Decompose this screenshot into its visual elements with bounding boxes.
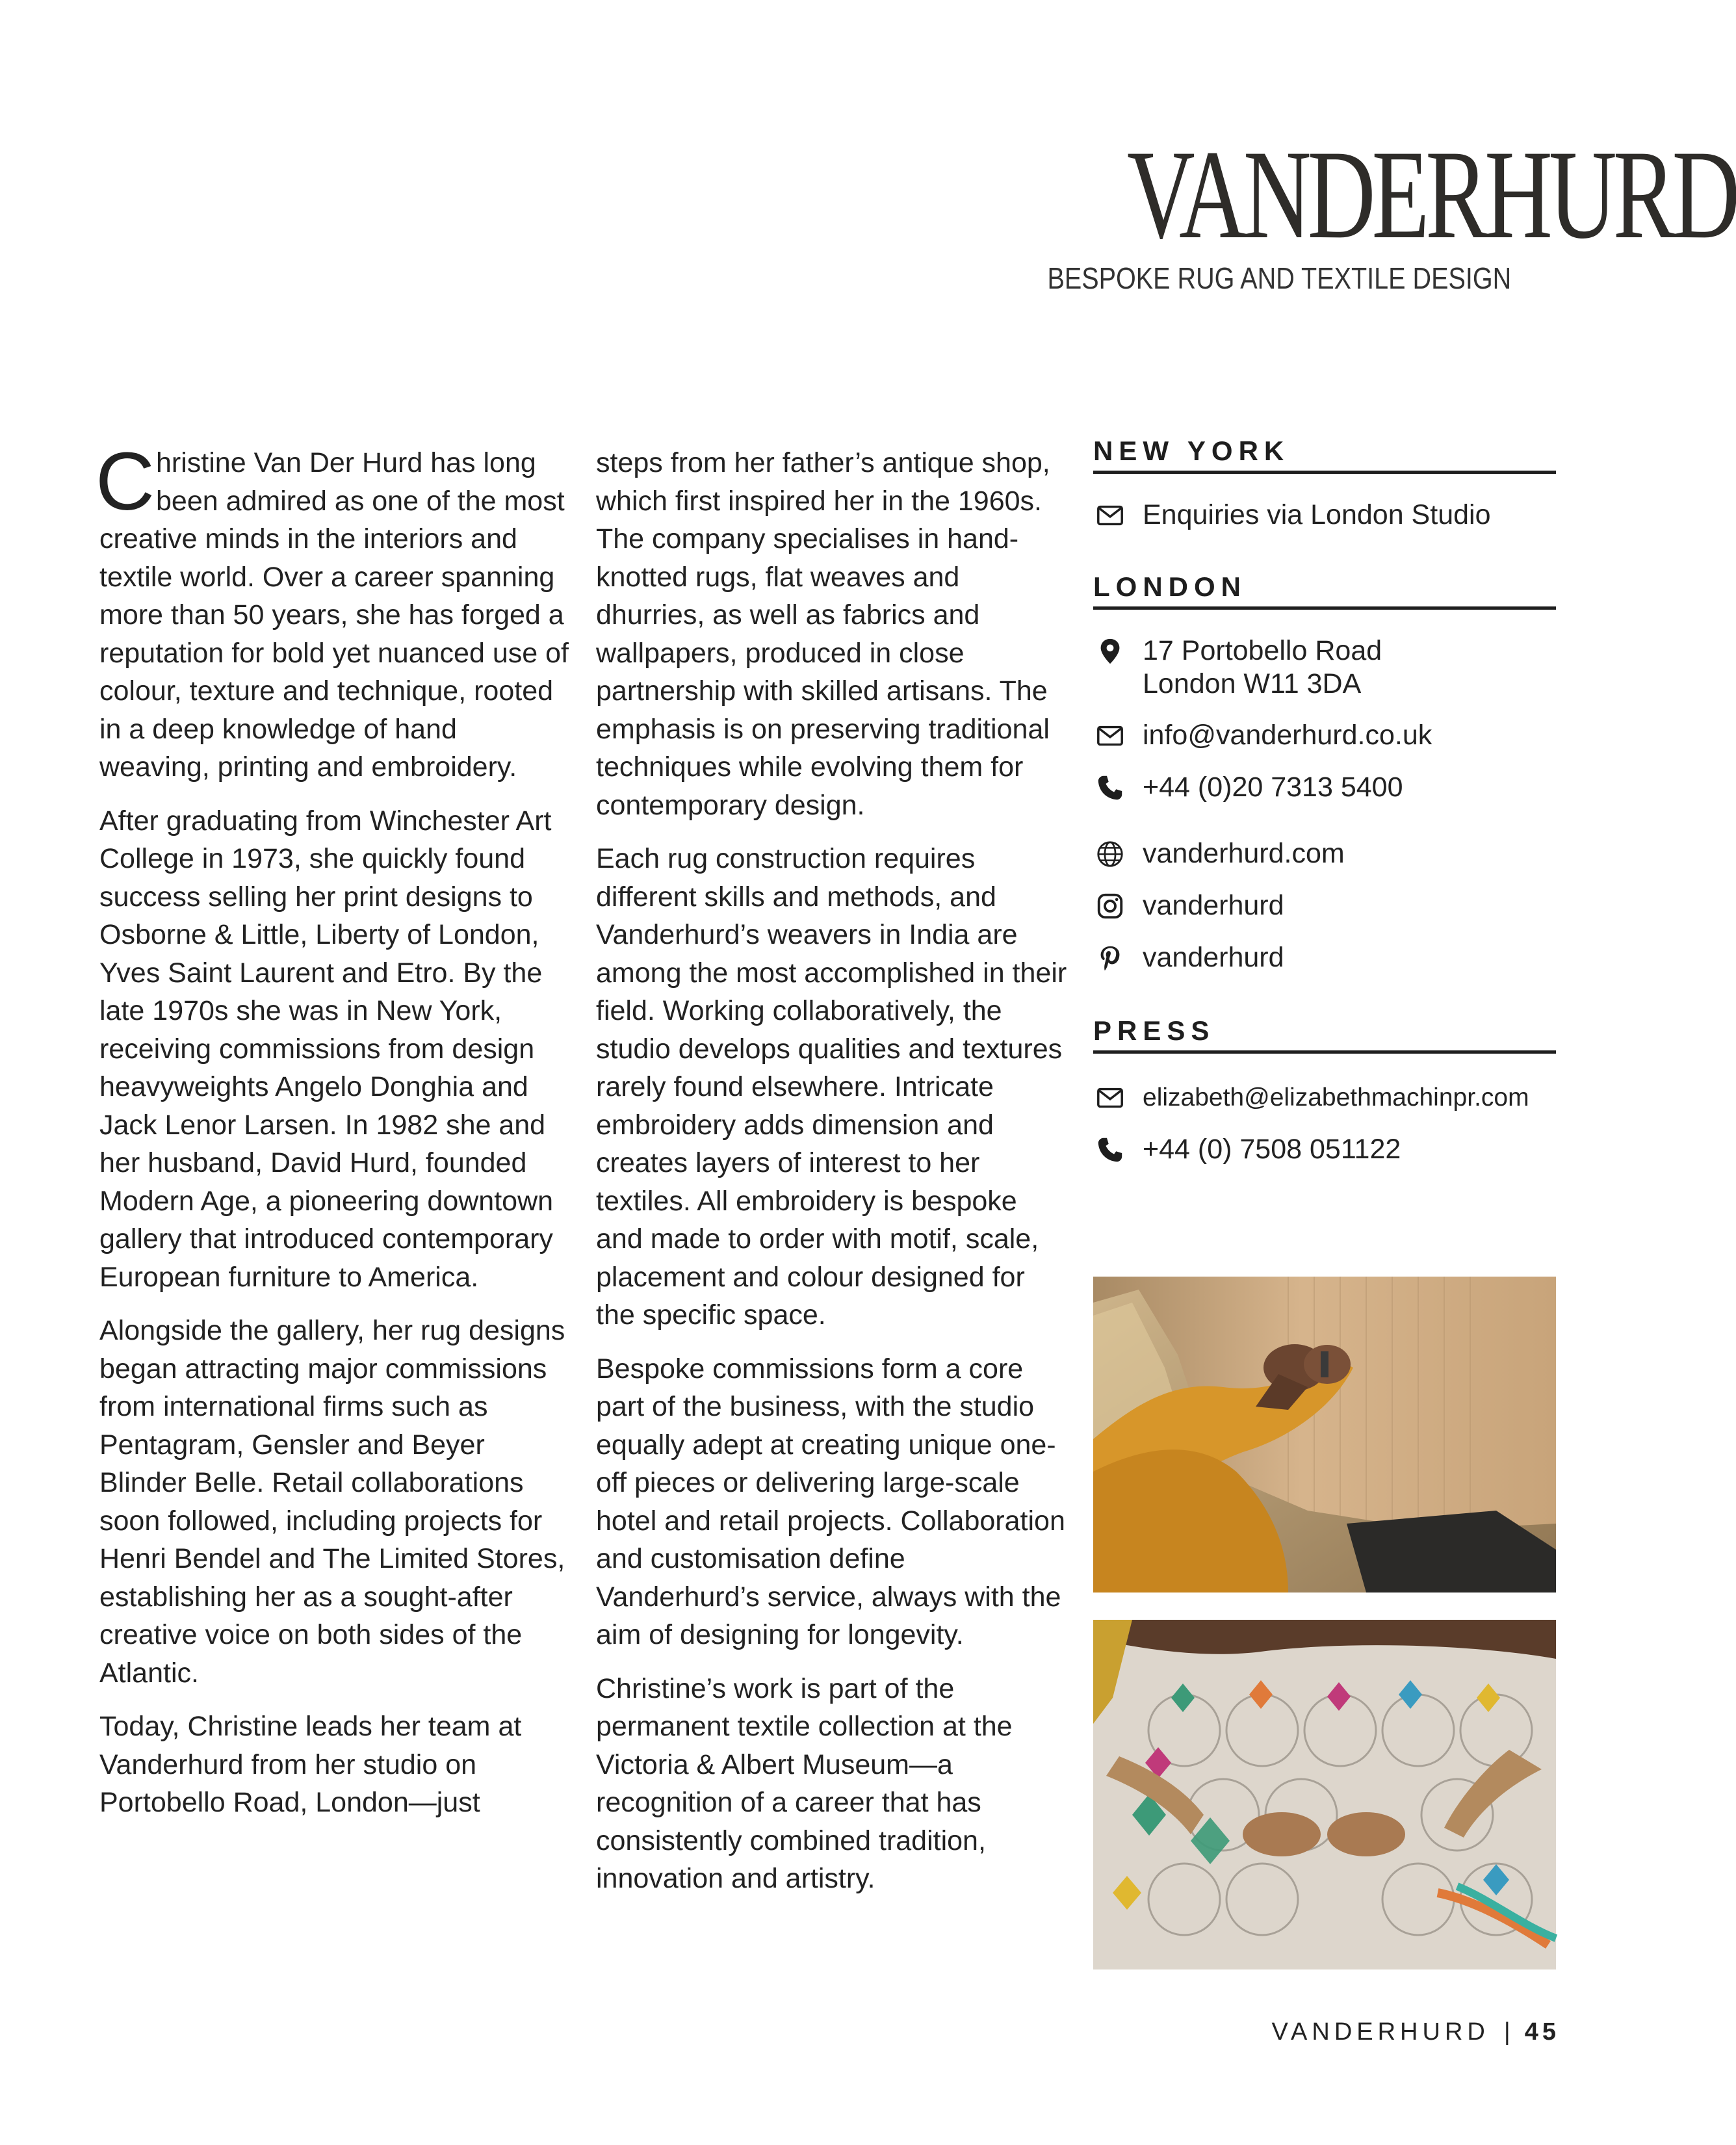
phone-icon [1093, 771, 1127, 805]
enquiries-text: Enquiries via London Studio [1143, 499, 1491, 530]
mail-icon [1093, 719, 1127, 753]
embroidery-photo [1093, 1620, 1556, 1970]
london-instagram[interactable] [1093, 889, 1556, 923]
article-paragraph [96, 436, 571, 786]
london-heading: LONDON [1093, 571, 1556, 610]
contact-sidebar [1093, 436, 1556, 1167]
pinterest-icon [1093, 941, 1127, 975]
press-email-link[interactable]: elizabeth@elizabethmachinpr.com [1143, 1084, 1529, 1112]
press-phone[interactable] [1093, 1133, 1556, 1167]
location-pin-icon [1093, 634, 1127, 668]
address-line-1: 17 Portobello Road [1143, 635, 1382, 666]
article-paragraph: Each rug construction requires different skills and methods, and Vanderhurd’s weavers in India are among the most accomplished in their field. Working collaboratively, the studio develops qualities and textures rarely found elsewhere. Intricate embroidery adds dimension and creates layers of interest to her textiles. All embroidery is bespoke and made to order with motif, scale, placement and colour designed for the specific space. [596, 843, 1067, 1331]
london-address [1093, 634, 1556, 701]
london-pinterest[interactable] [1093, 941, 1556, 975]
mail-icon [1093, 499, 1127, 532]
address-block [1143, 634, 1382, 701]
article-column-2 [596, 444, 1067, 1914]
phone-number[interactable]: +44 (0)20 7313 5400 [1143, 772, 1403, 803]
masthead [975, 124, 1736, 296]
mail-icon [1093, 1081, 1127, 1115]
london-website[interactable] [1093, 837, 1556, 871]
globe-icon [1093, 837, 1127, 871]
tagline: BESPOKE RUG AND TEXTILE DESIGN [1047, 261, 1512, 295]
instagram-handle[interactable]: vanderhurd [1143, 890, 1284, 921]
page-number: 45 [1524, 2018, 1560, 2046]
email-link[interactable]: info@vanderhurd.co.uk [1143, 720, 1432, 751]
page-footer [1272, 2018, 1560, 2046]
website-link[interactable]: vanderhurd.com [1143, 838, 1345, 869]
drop-cap: C [96, 436, 155, 527]
new-york-heading: NEW YORK [1093, 436, 1556, 474]
address-line-2: London W11 3DA [1143, 668, 1362, 699]
phone-icon [1093, 1133, 1127, 1167]
article-paragraph: After graduating from Winchester Art College in 1973, she quickly found success selling her print designs to Osborne & Little, Liberty of London, Yves Saint Laurent and Etro. By the late 1970s she was in New York, receiving commissions from design heavyweights Angelo Donghia and Jack Lenor Larsen. In 1982 she and her husband, David Hurd, founded Modern Age, a pioneering downtown gallery that introduced contemporary European furniture to America. [99, 805, 554, 1293]
article-paragraph: Bespoke commissions form a core part of the business, with the studio equally adept at creating unique one-off pieces or delivering large-scale hotel and retail projects. Collaboration and customisation define Vanderhurd’s service, always with the aim of designing for longevity. [596, 1353, 1065, 1650]
pinterest-handle[interactable]: vanderhurd [1143, 942, 1284, 973]
press-heading: PRESS [1093, 1015, 1556, 1054]
press-email[interactable] [1093, 1081, 1556, 1115]
footer-separator: | [1503, 2018, 1510, 2046]
footer-brand: VANDERHURD [1271, 2018, 1490, 2046]
press-phone-number[interactable]: +44 (0) 7508 051122 [1143, 1134, 1401, 1165]
london-phone[interactable] [1093, 771, 1556, 805]
london-email[interactable] [1093, 719, 1556, 753]
article-paragraph: Today, Christine leads her team at Vanderhurd from her studio on Portobello Road, London—just [99, 1711, 522, 1818]
paragraph-text: hristine Van Der Hurd has long been admired as one of the most creative minds in the interiors and textile world. Over a career spanning more than 50 years, she has forged a reputation for bold yet nuanced use of colour, texture and technique, rooted in a deep knowledge of hand weaving, printing and embroidery. [99, 447, 569, 783]
article-paragraph: Alongside the gallery, her rug designs began attracting major commissions from international firms such as Pentagram, Gensler and Beyer Blinder Belle. Retail collaborations soon followed, including projects for Henri Bendel and The Limited Stores, establishing her as a sought-after creative voice on both sides of the Atlantic. [99, 1315, 565, 1689]
article-column-1 [96, 436, 571, 1838]
new-york-enquiries [1093, 499, 1556, 532]
weaving-photo [1093, 1277, 1556, 1592]
article-paragraph: Christine’s work is part of the permanent textile collection at the Victoria & Albert Museum—a recognition of a career that has consistently combined tradition, innovation and artistry. [596, 1672, 1013, 1894]
instagram-icon [1093, 889, 1127, 923]
brand-logo: VANDERHURD [1127, 124, 1736, 265]
article-paragraph: steps from her father’s antique shop, which first inspired her in the 1960s. The company specialises in hand-knotted rugs, flat weaves and dhurries, as well as fabrics and wallpapers, produced in close partnership with skilled artisans. The emphasis is on preserving traditional techniques while evolving them for contemporary design. [596, 447, 1050, 821]
